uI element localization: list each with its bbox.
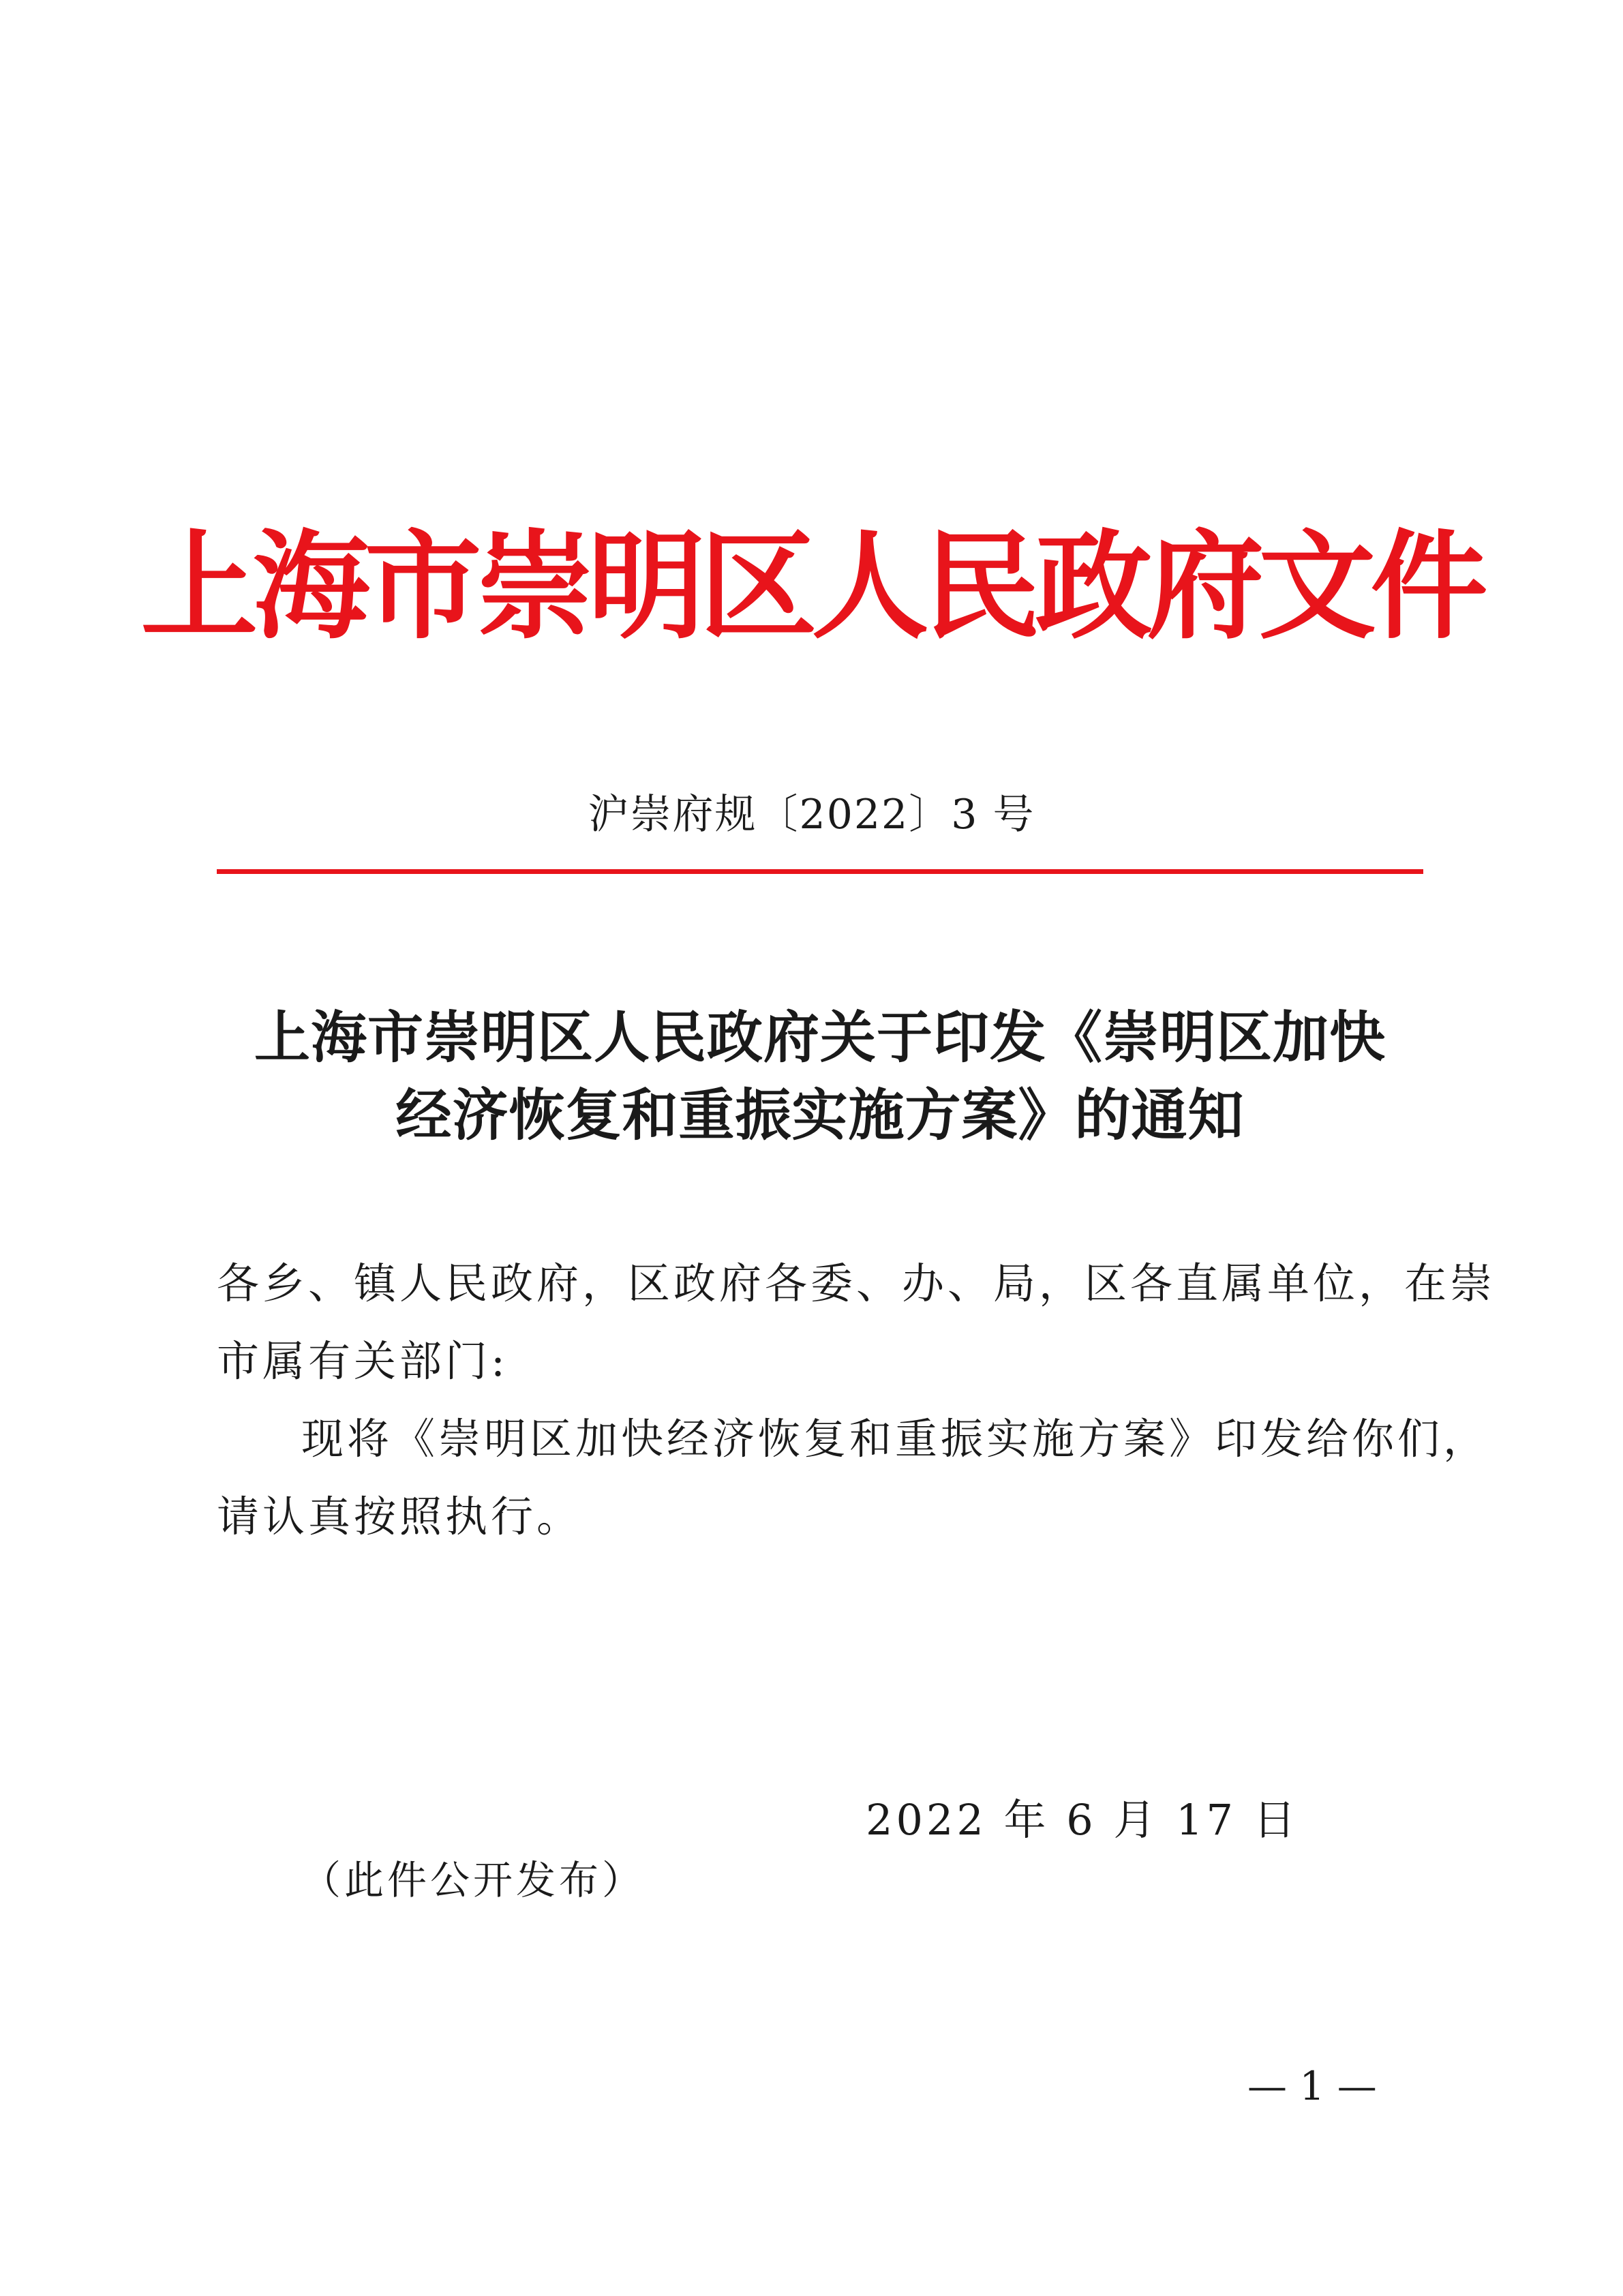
page-number: — 1 — <box>1247 2063 1377 2109</box>
issue-date: 2022 年 6 月 17 日 <box>866 1795 1299 1845</box>
body-paragraph-line-2: 请认真按照执行。 <box>217 1492 583 1541</box>
masthead-title: 上海市崇明区人民政府文件 <box>140 517 1483 655</box>
body-paragraph-line-1: 现将《崇明区加快经济恢复和重振实施方案》印发给你们， <box>301 1414 1489 1464</box>
document-number: 沪崇府规〔2022〕3 号 <box>588 791 1035 839</box>
document-title <box>217 999 1423 1154</box>
addressee-line-2: 市属有关部门: <box>217 1336 509 1386</box>
addressee-line-1: 各乡、镇人民政府，区政府各委、办、局，区各直属单位，在崇 <box>217 1258 1496 1308</box>
publication-note: （此件公开发布） <box>301 1857 646 1903</box>
red-divider-line <box>217 869 1423 874</box>
document-title-line-1: 上海市崇明区人民政府关于印发《崇明区加快 <box>254 1005 1386 1070</box>
document-title-line-2: 经济恢复和重振实施方案》的通知 <box>395 1083 1245 1148</box>
